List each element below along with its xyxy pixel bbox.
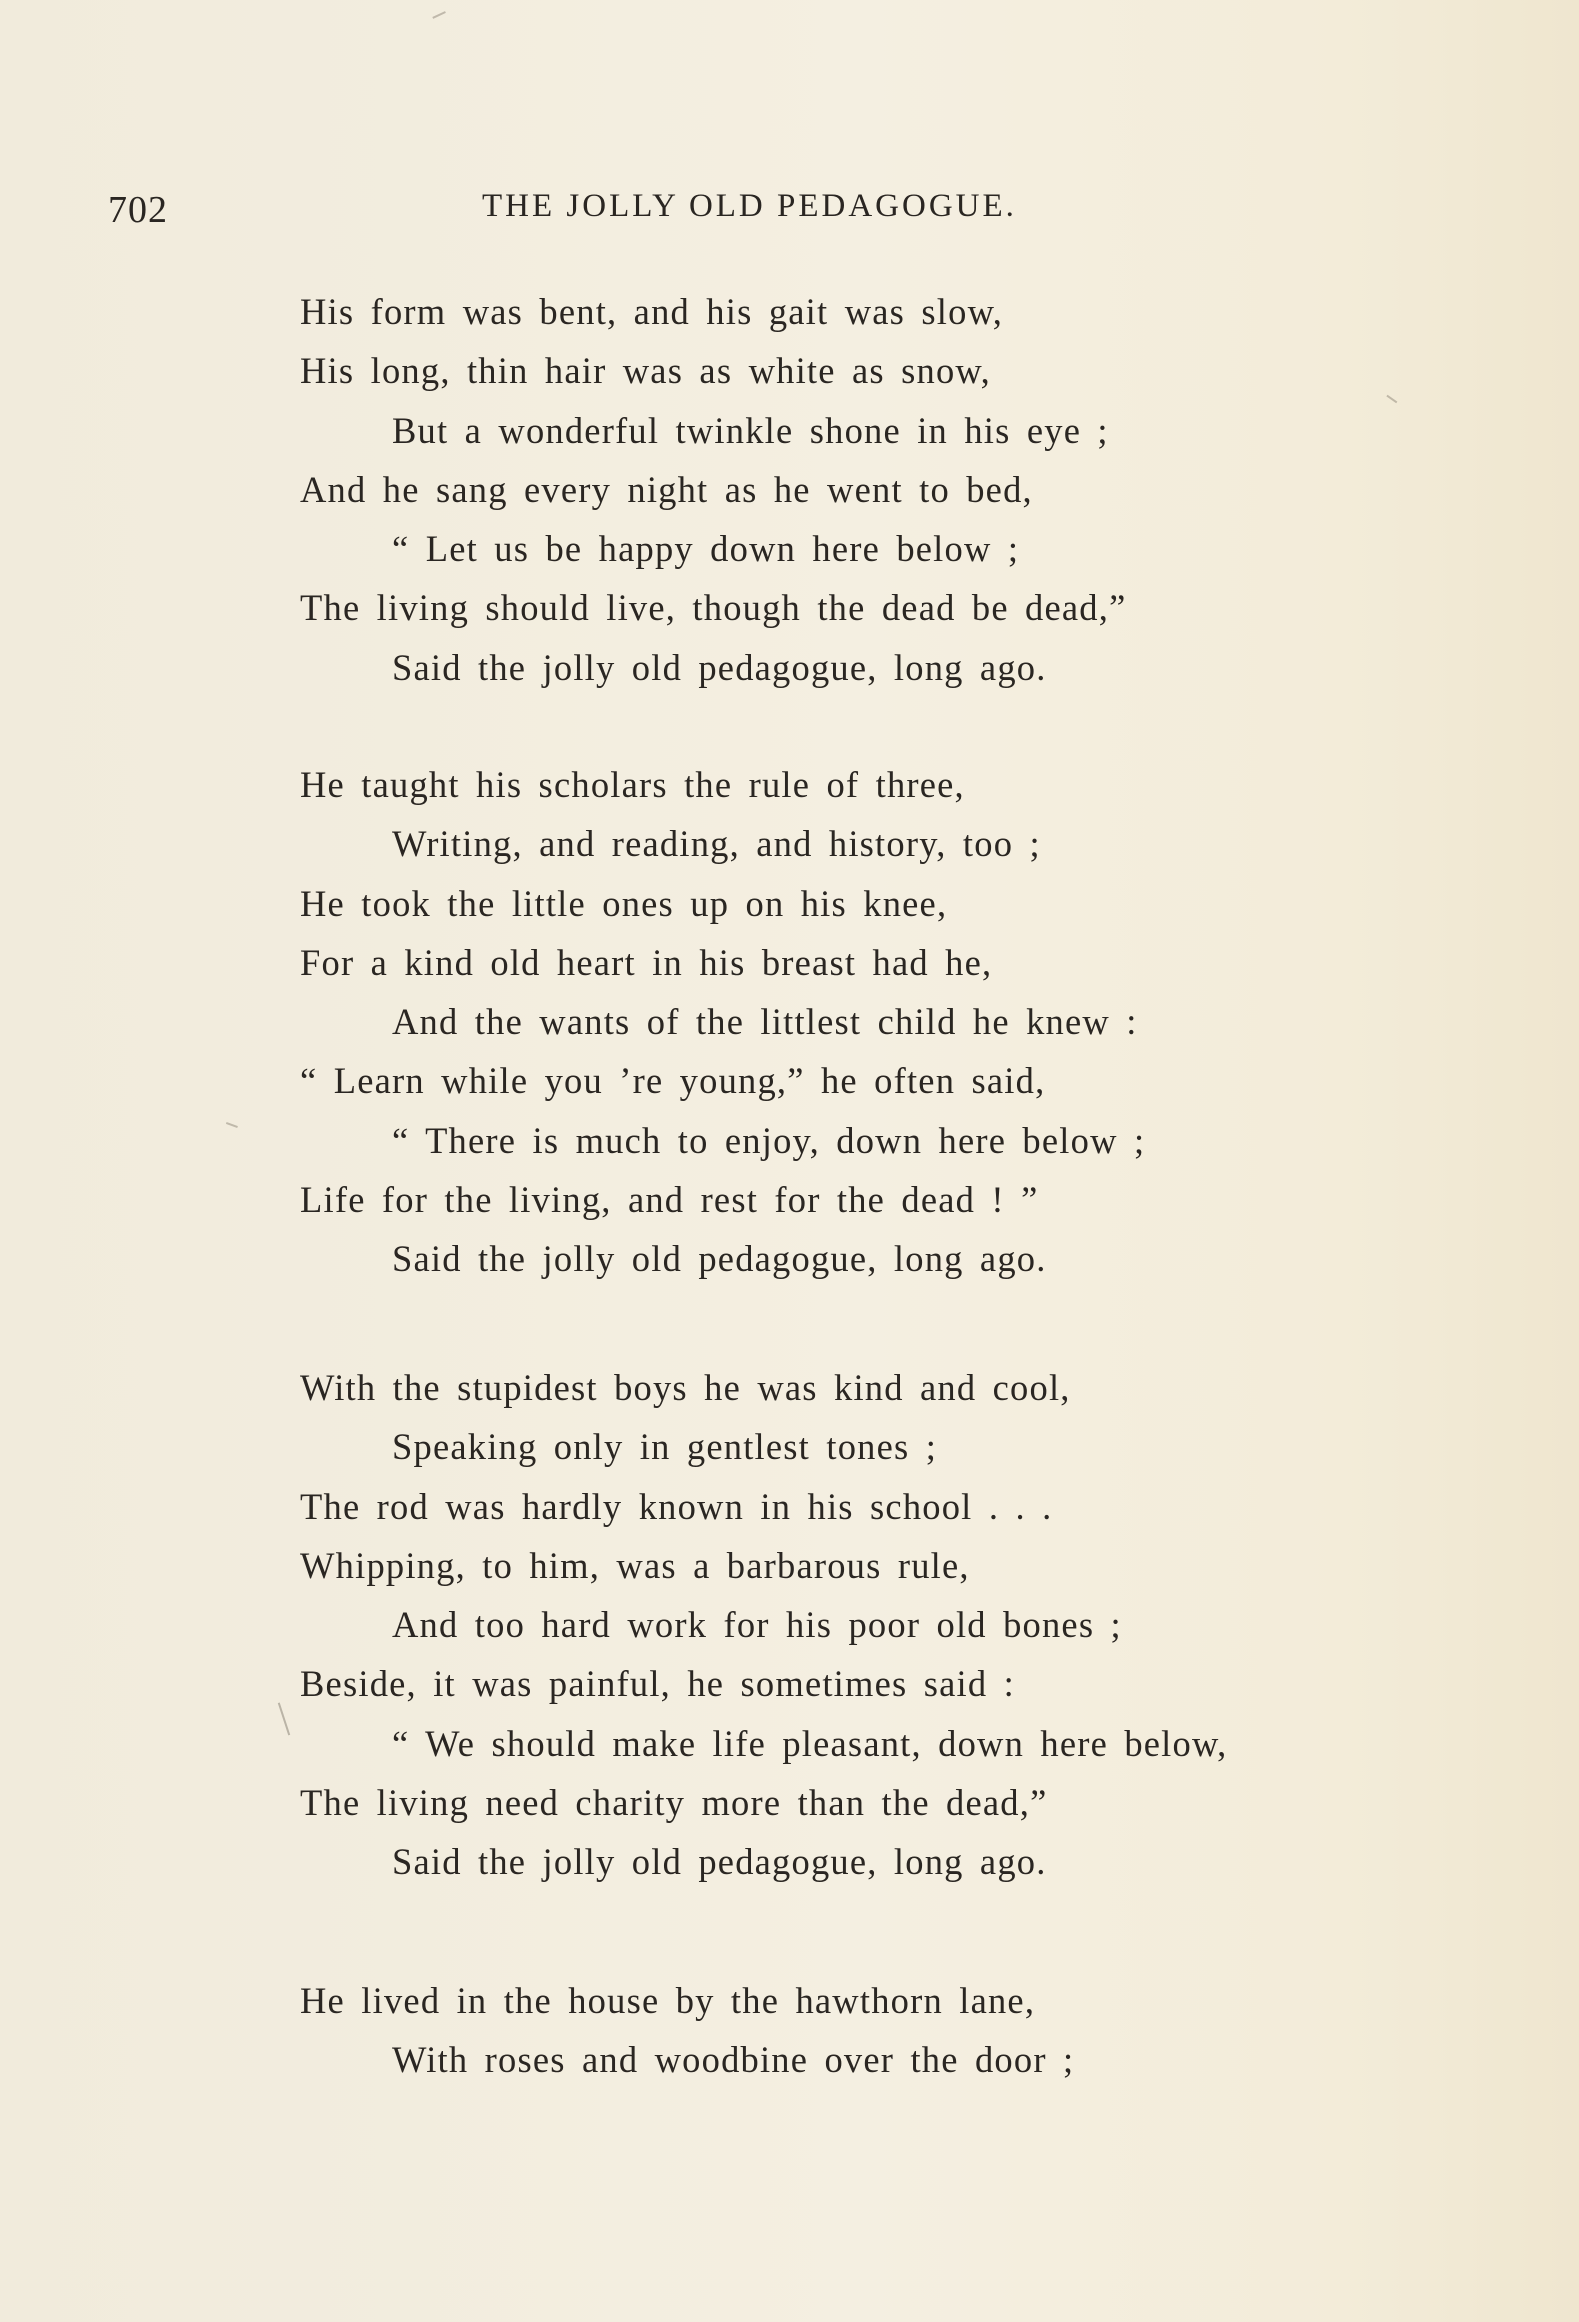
poem-line: He lived in the house by the hawthorn lane,	[300, 1980, 1036, 2021]
stanza	[300, 282, 1560, 697]
stanza	[300, 1358, 1560, 1892]
poem-line: The rod was hardly known in his school . . .	[300, 1485, 1053, 1527]
poem-line: Beside, it was painful, he sometimes said :	[300, 1663, 1016, 1705]
stanza	[300, 1971, 1560, 2090]
page-number: 702	[108, 189, 168, 231]
poem-line: “ There is much to enjoy, down here below ;	[392, 1119, 1146, 1161]
poem-line: “ Learn while you ’re young,” he often said,	[300, 1060, 1046, 1102]
poem-line: The living need charity more than the dead,”	[300, 1782, 1048, 1824]
poem-line: For a kind old heart in his breast had he,	[300, 941, 993, 983]
poem-line: “ Let us be happy down here below ;	[392, 528, 1020, 570]
poem-line: Said the jolly old pedagogue, long ago.	[392, 1238, 1047, 1280]
poem-line: Speaking only in gentlest tones ;	[392, 1426, 938, 1468]
print-mark	[278, 1703, 290, 1736]
poem-line: His long, thin hair was as white as snow,	[300, 350, 991, 392]
poem-line: And the wants of the littlest child he knew :	[392, 1001, 1138, 1043]
stanza	[300, 755, 1560, 1289]
poem-line: He took the little ones up on his knee,	[300, 882, 948, 924]
poem-line: Writing, and reading, and history, too ;	[392, 823, 1041, 865]
poem-line: Life for the living, and rest for the dead ! ”	[300, 1179, 1039, 1221]
poem-line: And too hard work for his poor old bones ;	[392, 1604, 1122, 1646]
poem-line: Said the jolly old pedagogue, long ago.	[392, 646, 1047, 688]
print-mark	[226, 1122, 238, 1128]
poem-line: His form was bent, and his gait was slow,	[300, 291, 1004, 332]
page-header	[0, 188, 1579, 238]
running-title: THE JOLLY OLD PEDAGOGUE.	[482, 188, 1017, 224]
poem-line: But a wonderful twinkle shone in his eye ;	[392, 409, 1109, 451]
poem-line: “ We should make life pleasant, down here below,	[392, 1722, 1228, 1764]
poem-line: The living should live, though the dead be dead,”	[300, 587, 1127, 629]
poem-line: Said the jolly old pedagogue, long ago.	[392, 1841, 1047, 1883]
poem-line: With roses and woodbine over the door ;	[392, 2039, 1075, 2081]
poem-line: He taught his scholars the rule of three,	[300, 764, 965, 805]
poem-line: With the stupidest boys he was kind and cool,	[300, 1367, 1071, 1408]
poem-line: And he sang every night as he went to bed,	[300, 468, 1033, 510]
print-mark	[432, 11, 445, 18]
poem-line: Whipping, to him, was a barbarous rule,	[300, 1544, 970, 1586]
